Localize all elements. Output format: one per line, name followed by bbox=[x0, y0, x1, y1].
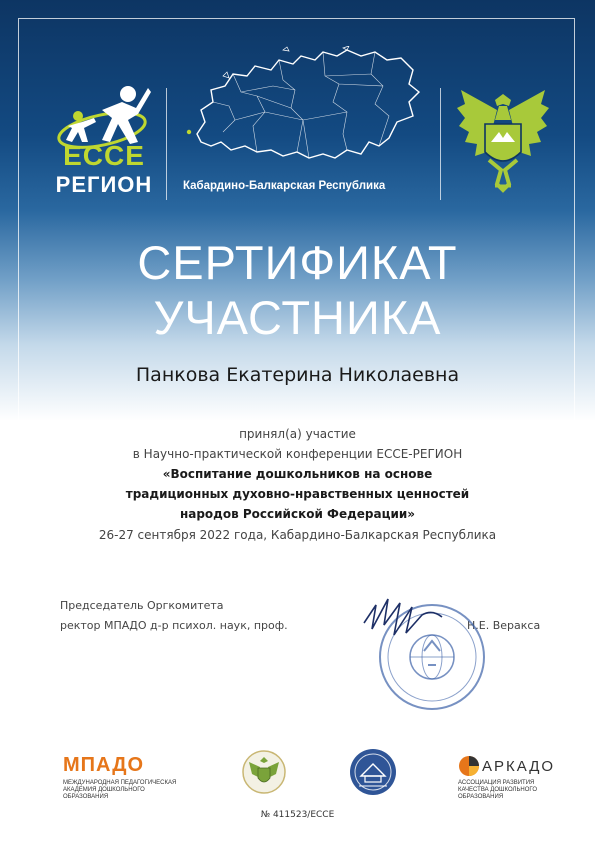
brand-subtitle: РЕГИОН bbox=[55, 172, 153, 197]
divider-left bbox=[166, 88, 167, 200]
divider-right bbox=[440, 88, 441, 200]
topic-line-2: традиционных духовно-нравственных ценностей bbox=[125, 487, 470, 501]
mpado-caption: МЕЖДУНАРОДНАЯ ПЕДАГОГИЧЕСКАЯ АКАДЕМИЯ ДОШКОЛЬНОГО ОБРАЗОВАНИЯ bbox=[63, 780, 177, 800]
signer-name: Н.Е. Веракса bbox=[467, 619, 541, 632]
mpado-logo: МПАДО bbox=[63, 754, 145, 776]
arkado-caption: АССОЦИАЦИЯ РАЗВИТИЯ КАЧЕСТВА ДОШКОЛЬНОГО ОБРАЗОВАНИЯ bbox=[458, 780, 538, 800]
date-place-text: 26-27 сентября 2022 года, Кабардино-Балкарская Республика bbox=[98, 528, 497, 542]
region-label: Кабардино-Балкарская Республика bbox=[183, 180, 386, 192]
conference-text: в Научно-практической конференции ЕССЕ-РЕГИОН bbox=[132, 447, 463, 461]
certificate-title: СЕРТИФИКАТ bbox=[137, 236, 458, 289]
university-emblem-icon bbox=[349, 748, 397, 796]
russia-map-icon bbox=[183, 46, 423, 178]
kbr-emblem-icon bbox=[241, 748, 287, 796]
participation-text: принял(а) участие bbox=[239, 427, 356, 441]
arkado-logo-icon bbox=[458, 755, 480, 777]
topic-line-1: «Воспитание дошкольников на основе bbox=[162, 467, 433, 481]
certificate-number: № 411523/ЕССЕ bbox=[260, 810, 335, 820]
topic-line-3: народов Российской Федерации» bbox=[179, 507, 416, 521]
signer-position-2: ректор МПАДО д-р психол. наук, проф. bbox=[60, 619, 288, 632]
arkado-wordmark: АРКАДО bbox=[482, 758, 556, 775]
signer-position-1: Председатель Оргкомитета bbox=[60, 599, 224, 612]
brand-title: ECCE bbox=[63, 140, 145, 171]
recipient-name: Панкова Екатерина Николаевна bbox=[135, 364, 460, 386]
official-stamp-icon bbox=[362, 595, 492, 713]
certificate-subtitle: УЧАСТНИКА bbox=[153, 291, 442, 344]
coat-of-arms-icon bbox=[455, 86, 551, 194]
